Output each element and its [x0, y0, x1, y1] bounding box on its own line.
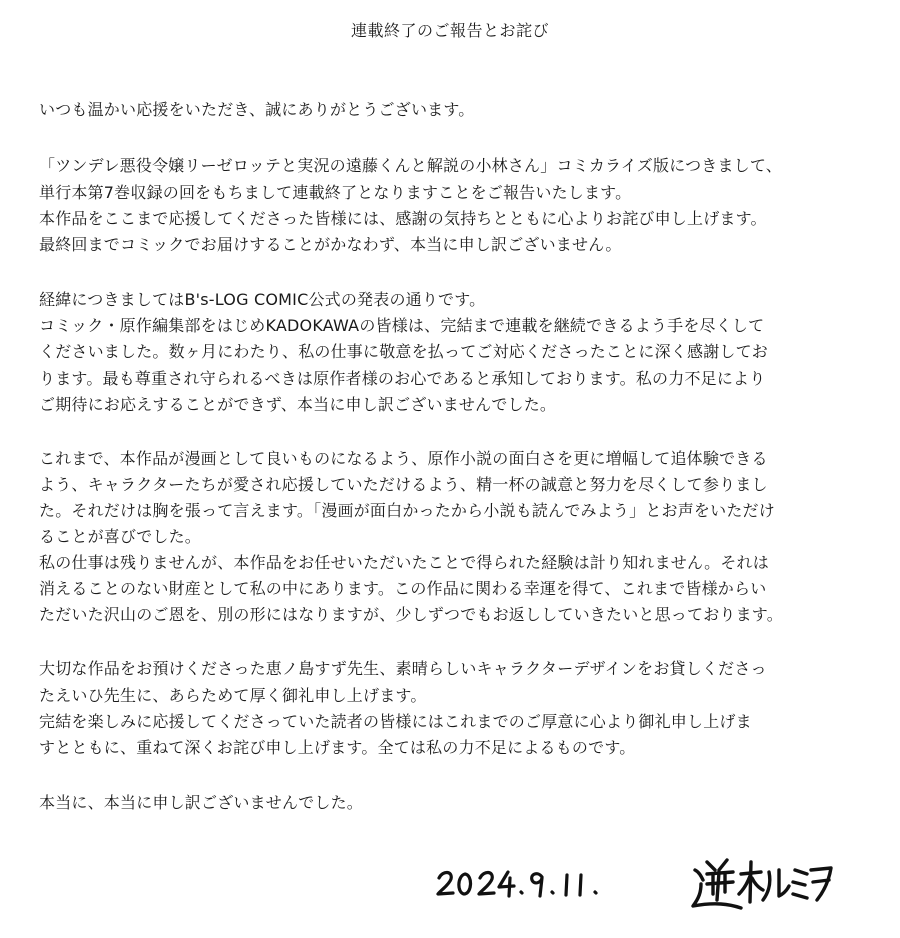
paragraph-line: コミック・原作編集部をはじめKADOKAWAの皆様は、完結まで連載を継続できるよう手を尽くして [39, 316, 765, 335]
paragraph-line: 大切な作品をお預けくださった恵ノ島すず先生、素晴らしいキャラクターデザインをお貸しくださっ [39, 659, 767, 678]
document-title: 連載終了のご報告とお詫び [350, 21, 549, 40]
paragraph-line: ります。最も尊重され守られるべきは原作者様のお心であると承知しております。私の力不足により [39, 369, 766, 388]
paragraph-line: 私の仕事は残りませんが、本作品をお任せいただいたことで得られた経験は計り知れません。それは [39, 553, 769, 572]
paragraph-line: ご期待にお応えすることができず、本当に申し訳ございませんでした。 [39, 395, 557, 414]
paragraph-line: これまで、本作品が漫画として良いものになるよう、原作小説の面白さを更に増幅して追体験できる [39, 449, 768, 468]
paragraph-line: 「ツンデレ悪役令嬢リーゼロッテと実況の遠藤くんと解説の小林さん」コミカライズ版につきまして、 [39, 156, 782, 175]
paragraph-line: よう、キャラクターたちが愛され応援していただけるよう、精一杯の誠意と努力を尽くして参りまし [39, 475, 768, 494]
paragraph-line: いつも温かい応援をいただき、誠にありがとうございます。 [39, 100, 475, 119]
paragraph-line: 消えることのない財産として私の中にあります。この作品に関わる幸運を得て、これまで皆様からい [39, 579, 767, 598]
paragraph-line: すとともに、重ねて深くお詫び申し上げます。全ては私の力不足によるものです。 [39, 738, 636, 757]
paragraph-line: 経緯につきましてはB's-LOG COMIC公式の発表の通りです。 [39, 290, 486, 309]
paragraph-line: 完結を楽しみに応援してくださっていた読者の皆様にはこれまでのご厚意に心より御礼申し上げま [39, 712, 752, 731]
paragraph-line: くださいました。数ヶ月にわたり、私の仕事に敬意を払ってご対応くださったことに深く感謝してお [39, 342, 769, 361]
paragraph-line: ることが喜びでした。 [39, 527, 202, 546]
paragraph-line: た。それだけは胸を張って言えます。「漫画が面白かったから小説も読んでみよう」とお声をいただけ [39, 501, 775, 520]
paragraph-line: 単行本第7巻収録の回をもちまして連載終了となりますことをご報告いたします。 [39, 183, 632, 202]
paragraph-line: たえいひ先生に、あらためて厚く御礼申し上げます。 [39, 686, 427, 705]
paragraph-line: ただいた沢山のご恩を、別の形にはなりますが、少しずつでもお返ししていきたいと思っております。 [39, 605, 783, 624]
paragraph-line: 本作品をここまで応援してくださった皆様には、感謝の気持ちとともに心よりお詫び申し上げます。 [39, 209, 767, 228]
handwritten-date [435, 866, 635, 906]
handwritten-signature [685, 850, 845, 920]
paragraph-line: 本当に、本当に申し訳ございませんでした。 [39, 793, 364, 812]
paragraph-line: 最終回までコミックでお届けすることがかなわず、本当に申し訳ございません。 [39, 235, 622, 254]
